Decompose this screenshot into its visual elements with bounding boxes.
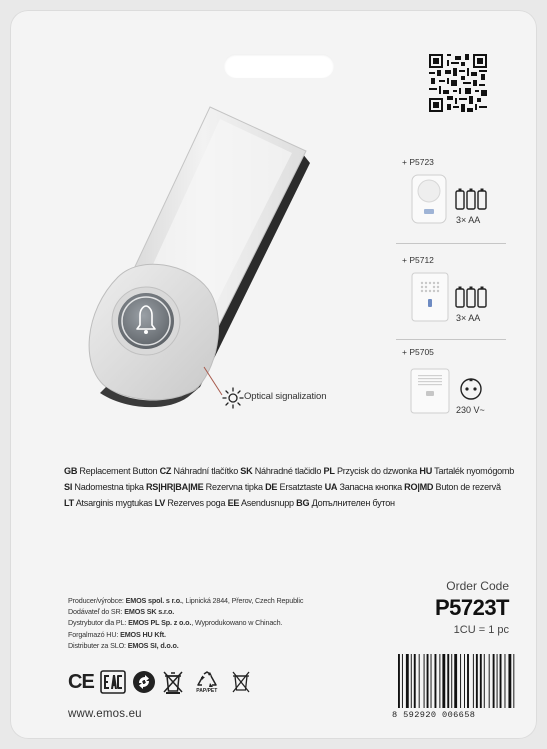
producer-line: Dystrybutor dla PL: EMOS PL Sp. z o.o., Wyprodukowano w Chinach. <box>68 618 283 628</box>
lang-text: Tartalék nyomógomb <box>434 466 515 476</box>
optical-signalization-label: Optical signalization <box>244 391 327 402</box>
barcode-bar <box>460 654 461 708</box>
divider <box>396 243 506 244</box>
light-rays-icon <box>222 387 244 409</box>
lang-text: Запасна кнопка <box>339 481 402 492</box>
lang-code: SK <box>240 466 253 476</box>
lang-code: RO|MD <box>404 481 434 492</box>
barcode-bar <box>435 654 437 708</box>
consumer-unit: 1CU = 1 pc <box>453 624 509 636</box>
lang-code: DE <box>265 481 278 492</box>
compatible-code: + P5705 <box>402 347 434 357</box>
lang-code: LV <box>154 497 166 508</box>
weee-bin-icon <box>162 670 184 694</box>
pap-pet-label: PAP/PET <box>196 687 218 694</box>
barcode-bar <box>493 654 495 708</box>
lang-code: SI <box>64 481 73 492</box>
divider <box>396 339 506 340</box>
language-line <box>64 480 524 496</box>
lang-code: PL <box>323 466 335 476</box>
compatible-item <box>394 347 504 427</box>
barcode-bar <box>398 654 400 708</box>
language-line <box>64 464 524 480</box>
ce-mark-icon: CE <box>68 670 94 693</box>
lang-text: Náhradní tlačítko <box>173 466 239 476</box>
barcode-bar <box>406 654 409 708</box>
power-caption: 3× AA <box>456 313 481 323</box>
producer-line: Dodávateľ do SR: EMOS SK s.r.o. <box>68 607 175 617</box>
barcode-bar <box>473 654 474 708</box>
lang-code: LT <box>64 497 74 508</box>
hang-hole <box>224 54 334 78</box>
lang-text: Допълнителен бутон <box>311 497 395 508</box>
barcode-bar <box>484 654 485 708</box>
lang-code: HU <box>419 466 433 476</box>
barcode-bar <box>467 654 469 708</box>
power-socket-icon <box>454 377 488 401</box>
lang-text: Ersatztaste <box>279 481 323 492</box>
barcode-bar <box>497 654 498 708</box>
order-code-value: P5723T <box>434 595 509 620</box>
barcode-bar <box>500 654 502 708</box>
barcode-bar <box>454 654 457 708</box>
lang-code: RS|HR|BA|ME <box>145 481 204 492</box>
lang-text: Rezerves poga <box>167 497 226 508</box>
barcode-bar <box>447 654 449 708</box>
power-caption: 3× AA <box>456 215 481 225</box>
compatible-item <box>394 255 504 335</box>
eac-mark-icon <box>100 670 126 694</box>
lang-text: Przycisk do dzwonka <box>336 466 418 476</box>
no-disposal-icon <box>230 670 252 694</box>
lang-text: Asendusnupp <box>240 497 294 508</box>
barcode-bar <box>464 654 465 708</box>
language-line <box>64 496 524 512</box>
qr-code <box>429 54 487 112</box>
order-code-label: Order Code <box>446 579 509 593</box>
barcode-bar <box>424 654 425 708</box>
barcode-bar <box>489 654 490 708</box>
lang-text: Náhradné tlačidlo <box>254 466 322 476</box>
producer-info <box>68 595 303 651</box>
power-caption: 230 V~ <box>456 405 485 415</box>
barcode-bar <box>505 654 506 708</box>
doorbell-button-illustration <box>70 105 330 415</box>
barcode-bar <box>431 654 432 708</box>
barcode-bar <box>419 654 420 708</box>
website-link[interactable]: www.emos.eu <box>68 708 142 720</box>
battery-icon <box>454 187 488 211</box>
chime-unit-image <box>408 361 452 417</box>
barcode-bar <box>402 654 403 708</box>
barcode-bar <box>451 654 452 708</box>
lang-code: UA <box>324 481 338 492</box>
barcode-bar <box>480 654 482 708</box>
order-code-block <box>435 579 509 636</box>
lang-code: GB <box>64 466 78 476</box>
certification-marks <box>68 670 252 694</box>
language-list <box>64 464 524 511</box>
compatible-code: + P5712 <box>402 255 434 265</box>
compatible-code: + P5723 <box>402 157 434 167</box>
lang-text: Nadomestna tipka <box>74 481 144 492</box>
producer-line: Producer/výrobce: EMOS spol. s r.o., Lipnická 2844, Přerov, Czech Republic <box>68 596 304 605</box>
lang-code: BG <box>296 497 310 508</box>
producer-line: Forgalmazó HU: EMOS HU Kft. <box>68 629 166 639</box>
lang-text: Rezervna tipka <box>205 481 263 492</box>
chime-unit-image <box>408 171 452 227</box>
barcode-bar <box>513 654 514 708</box>
barcode-bar <box>442 654 445 708</box>
barcode-bar <box>414 654 416 708</box>
lang-code: EE <box>227 497 240 508</box>
lang-text: Atsarginis mygtukas <box>75 497 153 508</box>
lang-text: Buton de rezervă <box>435 481 501 492</box>
packaging-card <box>10 10 537 739</box>
battery-icon <box>454 285 488 309</box>
producer-line: Distributer za SLO: EMOS SI, d.o.o. <box>68 640 179 650</box>
barcode-bar <box>439 654 440 708</box>
barcode-bar <box>508 654 511 708</box>
barcode-bar <box>427 654 429 708</box>
barcode-bar <box>411 654 412 708</box>
chime-unit-image <box>408 269 452 325</box>
compatible-item <box>394 157 504 237</box>
lang-text: Replacement Button <box>79 466 158 476</box>
recycle-triangle-icon <box>190 670 224 694</box>
lang-code: CZ <box>159 466 172 476</box>
barcode-number: 8 592920 006658 <box>392 710 476 720</box>
recycle-icon <box>132 670 156 694</box>
barcode-bar <box>476 654 478 708</box>
